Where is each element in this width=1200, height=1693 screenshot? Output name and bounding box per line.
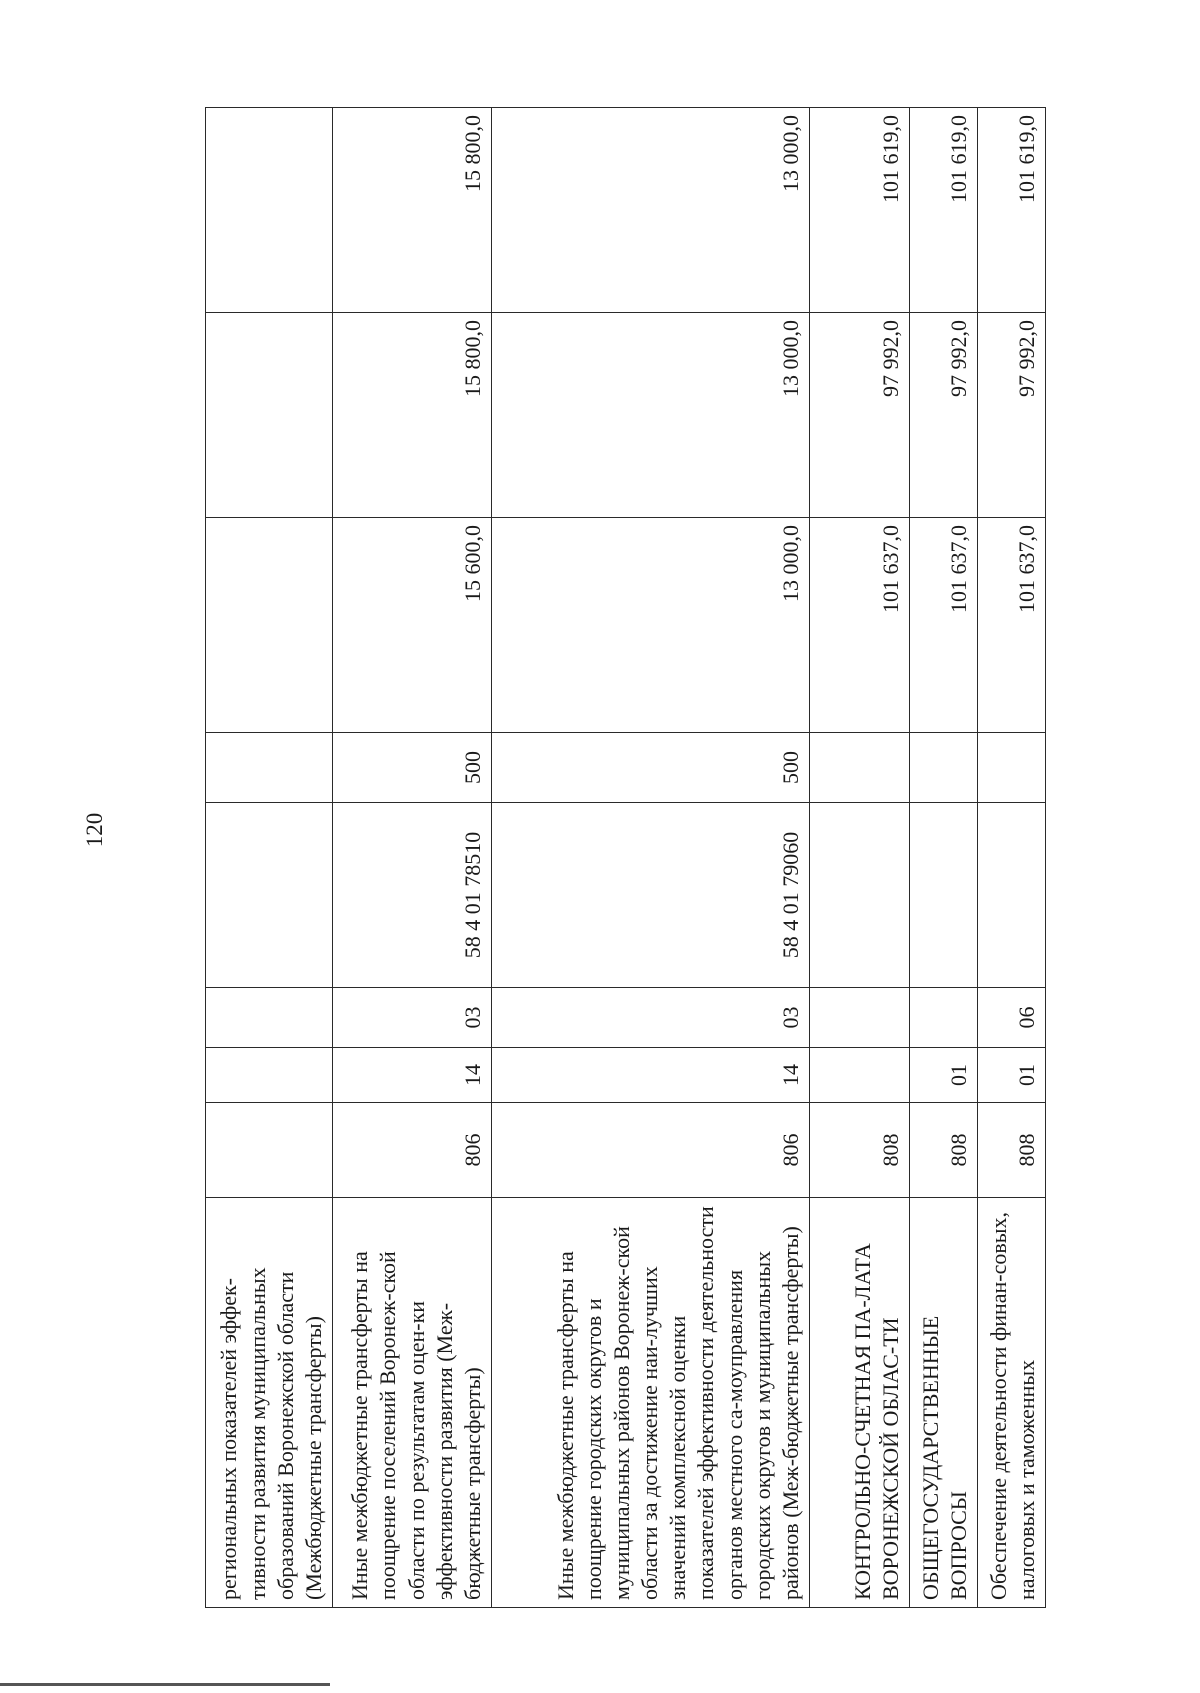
amount-year-2 — [206, 313, 333, 518]
table-row — [492, 108, 810, 1608]
section-code — [810, 1048, 910, 1103]
page-number: 120 — [82, 812, 107, 848]
amount-year-2: 15 800,0 — [333, 313, 492, 518]
amount-year-1: 101 637,0 — [978, 518, 1046, 733]
amount-year-2: 97 992,0 — [810, 313, 910, 518]
amount-year-1 — [206, 518, 333, 733]
row-name: Иные межбюджетные трансферты на поощрение городских округов и муниципальных районов Воронеж-ской области за достижение наи-лучших значений комплексной оценки показателей эффективности деятельности органов местного са-моуправления городских округов и муниципальных районов (Меж-бюджетные трансферты) — [492, 1198, 810, 1608]
amount-year-1: 101 637,0 — [910, 518, 978, 733]
row-name: ОБЩЕГОСУДАРСТВЕННЫЕ ВОПРОСЫ — [910, 1198, 978, 1608]
amount-year-2: 13 000,0 — [492, 313, 810, 518]
grbs-code: 808 — [810, 1103, 910, 1198]
expense-type-code: 500 — [333, 733, 492, 803]
expense-type-code — [810, 733, 910, 803]
row-name: Обеспечение деятельности финан-совых, налоговых и таможенных — [978, 1198, 1046, 1608]
amount-year-1: 15 600,0 — [333, 518, 492, 733]
target-article-code — [910, 803, 978, 988]
expense-type-code — [978, 733, 1046, 803]
amount-year-1: 13 000,0 — [492, 518, 810, 733]
table-row — [810, 108, 910, 1608]
subsection-code — [206, 988, 333, 1048]
grbs-code — [206, 1103, 333, 1198]
target-article-code — [206, 803, 333, 988]
row-name: региональных показателей эффек-тивности развития муниципальных образований Воронежской области (Межбюджетные трансферты) — [206, 1198, 333, 1608]
expense-type-code — [910, 733, 978, 803]
target-article-code — [978, 803, 1046, 988]
table-row — [978, 108, 1046, 1608]
target-article-code: 58 4 01 78510 — [333, 803, 492, 988]
amount-year-2: 97 992,0 — [978, 313, 1046, 518]
section-code — [206, 1048, 333, 1103]
grbs-code: 808 — [978, 1103, 1046, 1198]
grbs-code: 806 — [492, 1103, 810, 1198]
table-row — [206, 108, 333, 1608]
section-code: 01 — [910, 1048, 978, 1103]
amount-year-1: 101 637,0 — [810, 518, 910, 733]
section-code: 14 — [492, 1048, 810, 1103]
expense-type-code: 500 — [492, 733, 810, 803]
section-code: 14 — [333, 1048, 492, 1103]
section-code: 01 — [978, 1048, 1046, 1103]
budget-table-container — [205, 108, 1045, 1608]
amount-year-3 — [206, 108, 333, 313]
budget-table — [205, 107, 1046, 1608]
target-article-code: 58 4 01 79060 — [492, 803, 810, 988]
amount-year-3: 13 000,0 — [492, 108, 810, 313]
table-row — [910, 108, 978, 1608]
amount-year-2: 97 992,0 — [910, 313, 978, 518]
amount-year-3: 101 619,0 — [910, 108, 978, 313]
subsection-code — [810, 988, 910, 1048]
subsection-code: 06 — [978, 988, 1046, 1048]
amount-year-3: 101 619,0 — [810, 108, 910, 313]
target-article-code — [810, 803, 910, 988]
table-row — [333, 108, 492, 1608]
expense-type-code — [206, 733, 333, 803]
row-name: Иные межбюджетные трансферты на поощрение поселений Воронеж-ской области по результатам оцен-ки эффективности развития (Меж-бюджетные трансферты) — [333, 1198, 492, 1608]
grbs-code: 808 — [910, 1103, 978, 1198]
grbs-code: 806 — [333, 1103, 492, 1198]
subsection-code: 03 — [492, 988, 810, 1048]
scan-edge-line — [0, 1683, 330, 1686]
subsection-code: 03 — [333, 988, 492, 1048]
row-name: КОНТРОЛЬНО-СЧЕТНАЯ ПА-ЛАТА ВОРОНЕЖСКОЙ ОБЛАС-ТИ — [810, 1198, 910, 1608]
amount-year-3: 101 619,0 — [978, 108, 1046, 313]
amount-year-3: 15 800,0 — [333, 108, 492, 313]
subsection-code — [910, 988, 978, 1048]
